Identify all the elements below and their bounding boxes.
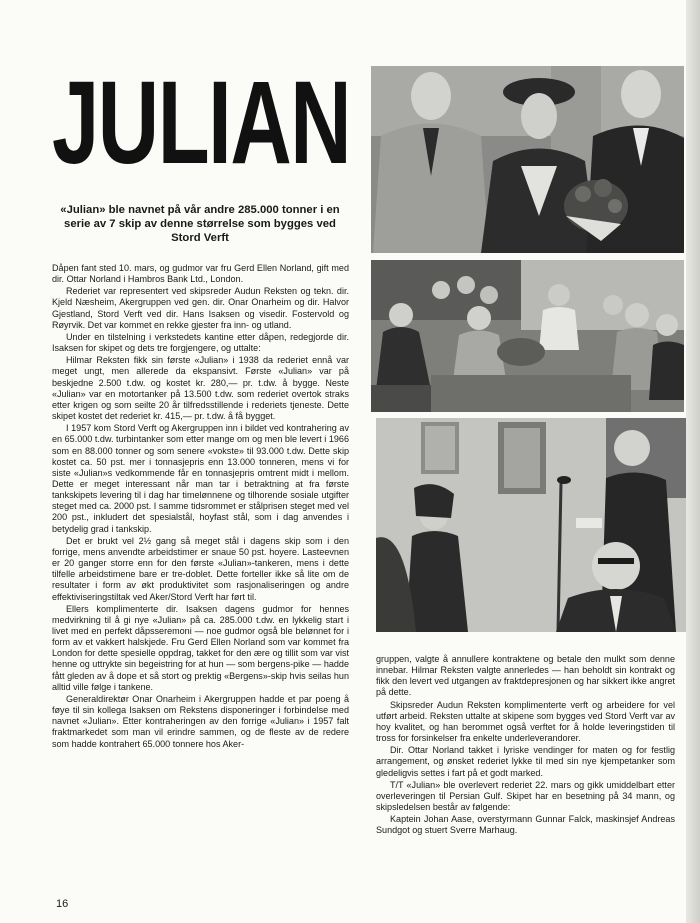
paragraph: Kaptein Johan Aase, overstyrmann Gunnar Falck, maskinsjef Andreas Sundgot og stuert Sverre Marhaug.	[376, 814, 675, 836]
page-binding-shadow	[686, 0, 700, 923]
paragraph: Dir. Ottar Norland takket i lyriske vendinger for maten og for festlig arrangement, og ønsket rederiet lykke til med sin nye kjempetanker som gledeligvis settes i fart på et godt marked.	[376, 745, 675, 778]
photo-christening-group	[371, 66, 684, 253]
photo-speech-microphone-image	[376, 418, 686, 632]
paragraph: I 1957 kom Stord Verft og Akergruppen inn i bildet ved kontrahering av en 65.000 t.dw. turbintanker som etter mange om og men ble levert i 1966 som en 88.000 tonner og som senere «vokste» til 93.000 t.dw. Dette skip kostet ca. 50 pst. mer i tonnasjepris enn 13.000 tonneren, mens vi for siste «Julian»s vedkommende får en tonnasjepris omtrent midt i mellom. Dette er meget interessant når man tar i betraktning at fra første tankskipets levering til i dag har timelønnene og tilhorende sosiale utgifter steget med ca. 2000 pst. I samme tidsrommet er stålprisen steget med vel 200 pst., inkludert det spesialstål, hoyfast stål, som i dag anvendes i betydelig grad i tankskip.	[52, 423, 349, 534]
photo-speech-microphone	[376, 418, 686, 632]
paragraph: Rederiet var representert ved skipsreder Audun Reksten og tekn. dir. Kjeld Næsheim, Akergruppen ved gen. dir. Onar Onarheim og dir. Halvor Gjestland, Stord Verft ved dir. Hans Isaksen og visedir. Fostervold og Røyrvik. Det var kommet en rekke gjester fra inn- og utland.	[52, 286, 349, 330]
paragraph: Ellers komplimenterte dir. Isaksen dagens gudmor for hennes medvirkning til å gi nye «Julian» på ca. 285.000 t.dw. en lykkelig start i livet med en perfekt dåpsseremoni — noe gudmor også ble belønnet for i form av et vakkert halskjede. Fru Gerd Ellen Norland som var kommet fra London for dette spesielle oppdrag, takket for den ære og tillit som var vist henne og uttrykte sin begeistring for at hun — som bergens-pike — hadde fått gleden av å dope et så stort og prektig «Bergens»-skip hvis seilas hun alltid ville følge i tankene.	[52, 603, 349, 692]
article-title: JULIAN	[52, 57, 351, 189]
paragraph: Dåpen fant sted 10. mars, og gudmor var fru Gerd Ellen Norland, gift med dir. Ottar Norland i Hambros Bank Ltd., London.	[52, 263, 349, 285]
paragraph: T/T «Julian» ble overlevert rederiet 22. mars og gikk umiddelbart etter overleveringen til Persian Gulf. Skipet har en besetning på 34 mann, og skipsledelsen består av følgende:	[376, 779, 675, 813]
photo-reception-guests	[371, 260, 684, 412]
photo-reception-guests-image	[371, 260, 684, 412]
article-subtitle: «Julian» ble navnet på vår andre 285.000 tonner i en serie av 7 skip av denne størrelse som bygges ved Stord Verft	[60, 204, 340, 244]
paragraph: Generaldirektør Onar Onarheim i Akergruppen hadde et par poeng å føye til sin kollega Isaksen om Rekstens disponeringer i forbindelse med navnet «Julian». Etter kontraheringen av den forrige «Julian» i 1957 falt fraktmarkedet som man vil erindre sammen, og de fleste av de redere som hadde kontrahert 65.000 tonnere hos Aker-	[52, 693, 349, 749]
paragraph: Hilmar Reksten fikk sin første «Julian» i 1938 da rederiet ennå var meget ungt, men allerede da ekspansivt. Første «Julian» var på beskjedne 2.500 t.dw. og kostet kr. 280,— pr. t.dw. å bygge. Neste «Julian» var en motortanker på 13.500 t.dw. som rederiet overtok straks etter krigen og som seilte 20 år tilfredsstillende i rederiets tjeneste. Dette skipet kostet det rederiet kr. 415,— pr. t.dw. å få bygget.	[52, 355, 349, 422]
paragraph: Under en tilstelning i verkstedets kantine etter dåpen, redegjorde dir. Isaksen for skipet og dets tre forgjengere, og uttalte:	[52, 331, 349, 354]
photo-christening-group-image	[371, 66, 684, 253]
article-column-right	[376, 654, 675, 837]
article-column-left	[52, 263, 349, 750]
paragraph: Skipsreder Audun Reksten komplimenterte verft og arbeidere for vel utført arbeid. Reksten uttalte at skipene som bygges ved Stord Verft var av hoy kvalitet, og han berommet også verftet for å holde leveringstiden til tross for forsinkelser fra enkelte underleverandorer.	[376, 699, 675, 744]
page-number: 16	[56, 898, 69, 910]
paragraph: Det er brukt vel 2½ gang så meget stål i dagens skip som i den forrige, mens anvendte arbeidstimer er snaue 50 pst. hoyere. Lasteevnen er 20 ganger storre enn for den første «Julian»-tankeren, mens i dette tilfelle arbeidstimene bare er tre-doblet. Dette forteller ikke så lite om de resultater i form av økt produktivitet som rasjonaliseringen og andre effektiviseringstiltak ved Aker/Stord Verft har ført til.	[52, 535, 349, 602]
paragraph: gruppen, valgte å annullere kontraktene og betale den mulkt som denne innebar. Hilmar Reksten valgte annerledes — han beholdt sin kontrakt og fikk den levert ved utgangen av fraktdepresjonen og har sikkert ikke angret på dette.	[376, 654, 675, 698]
